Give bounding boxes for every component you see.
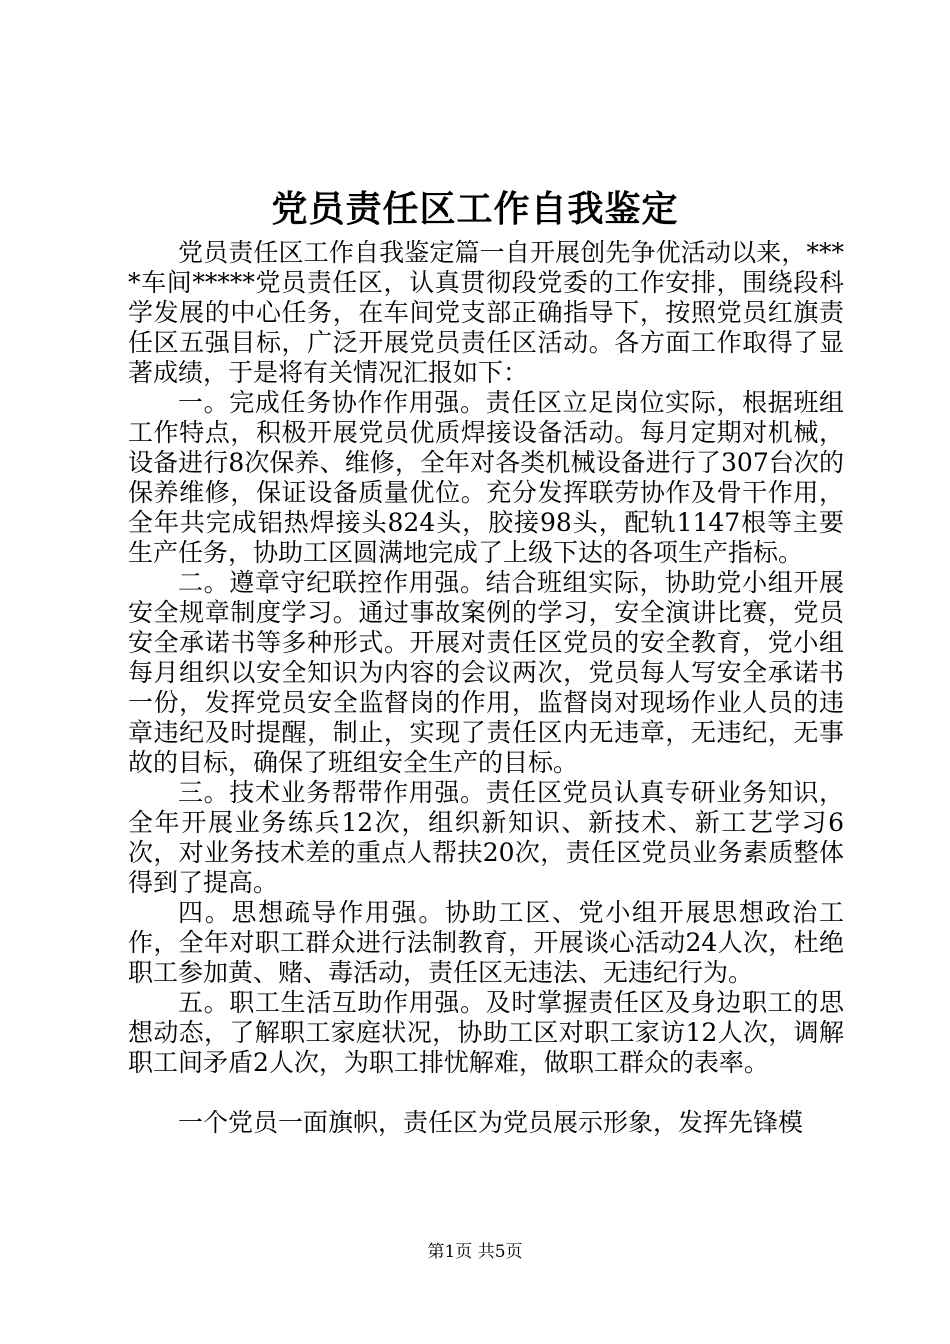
intro-paragraph: 党员责任区工作自我鉴定篇一自开展创先争优活动以来，****车间*****党员责任区，认真贯彻段党委的工作安排，围绕段科学发展的中心任务，在车间党支部正确指导下，按照党员红旗责任区五强目标，广泛开展党员责任区活动。各方面工作取得了显著成绩，于是将有关情况汇报如下： [128, 238, 844, 387]
section-three-paragraph: 三。技术业务帮带作用强。责任区党员认真专研业务知识，全年开展业务练兵12次，组织新知识、新技术、新工艺学习6次，对业务技术差的重点人帮扶20次，责任区党员业务素质整体得到了提高。 [128, 778, 844, 897]
section-five-paragraph: 五。职工生活互助作用强。及时掌握责任区及身边职工的思想动态，了解职工家庭状况，协助工区对职工家访12人次，调解职工间矛盾2人次，为职工排忧解难，做职工群众的表率。 [128, 988, 844, 1077]
section-four-paragraph: 四。思想疏导作用强。协助工区、党小组开展思想政治工作，全年对职工群众进行法制教育，开展谈心活动24人次，杜绝职工参加黄、赌、毒活动，责任区无违法、无违纪行为。 [128, 898, 844, 987]
section-one-paragraph: 一。完成任务协作作用强。责任区立足岗位实际，根据班组工作特点，积极开展党员优质焊接设备活动。每月定期对机械，设备进行8次保养、维修，全年对各类机械设备进行了307台次的保养维修，保证设备质量优位。充分发挥联劳协作及骨干作用，全年共完成铝热焊接头824头，胶接98头，配轨1147根等主要生产任务，协助工区圆满地完成了上级下达的各项生产指标。 [128, 388, 844, 567]
closing-paragraph: 一个党员一面旗帜，责任区为党员展示形象，发挥先锋模 [178, 1108, 804, 1137]
page-number: 第1页 共5页 [427, 1242, 523, 1262]
document-body [128, 238, 844, 1138]
document-title: 党员责任区工作自我鉴定 [271, 188, 679, 230]
section-two-paragraph: 二。遵章守纪联控作用强。结合班组实际，协助党小组开展安全规章制度学习。通过事故案例的学习，安全演讲比赛，党员安全承诺书等多种形式。开展对责任区党员的安全教育，党小组每月组织以安全知识为内容的会议两次，党员每人写安全承诺书一份，发挥党员安全监督岗的作用，监督岗对现场作业人员的违章违纪及时提醒，制止，实现了责任区内无违章，无违纪，无事故的目标，确保了班组安全生产的目标。 [128, 568, 844, 777]
